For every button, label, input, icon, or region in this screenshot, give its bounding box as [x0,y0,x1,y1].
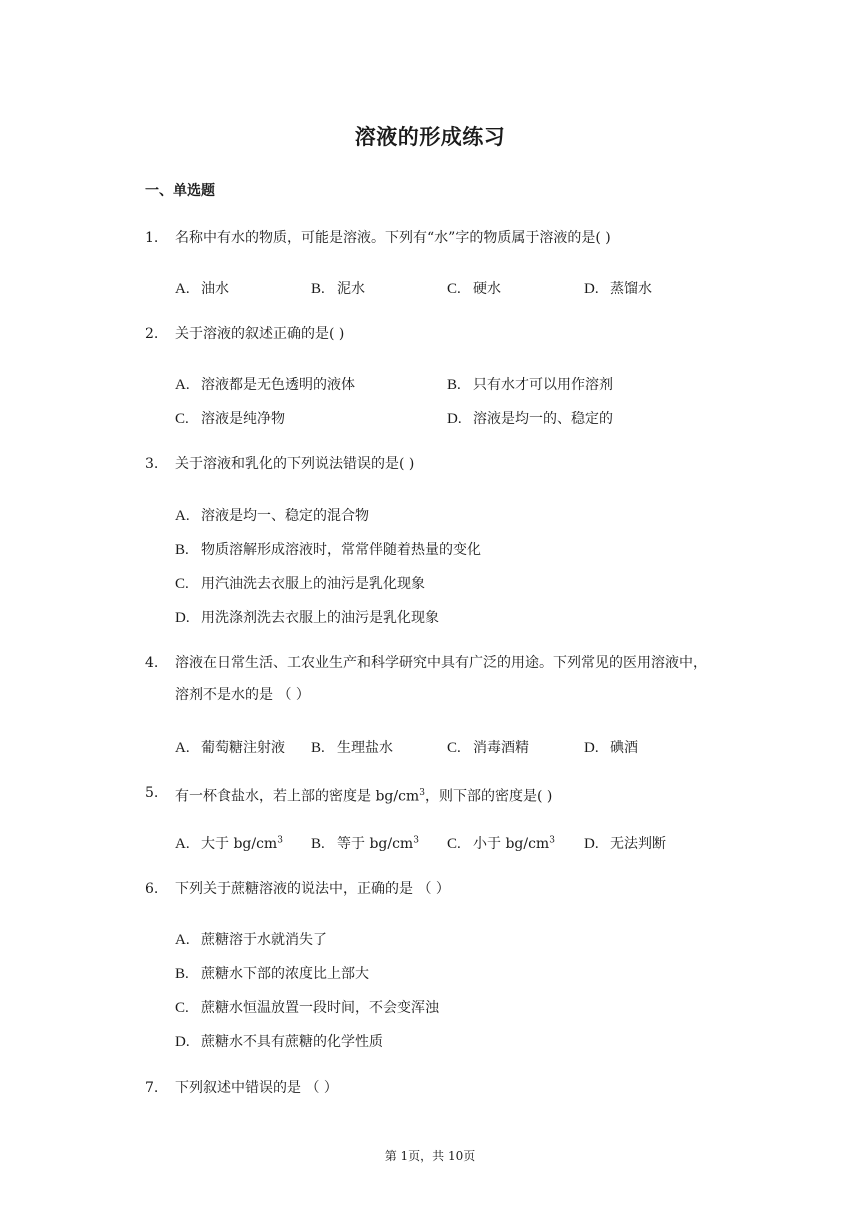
option-label: D. [584,740,599,756]
option-text: 碘酒 [610,740,638,756]
option-label: D. [584,281,599,297]
option-text: 无法判断 [610,836,666,852]
option-label: D. [175,1034,190,1050]
option-c [447,737,529,757]
option-text: 蔗糖水恒温放置一段时间，不会变浑浊 [201,1000,439,1016]
option-label: A. [175,281,190,297]
question-text-part: 有一杯食盐水，若上部的密度是 bg/cm [175,788,420,805]
option-label: B. [447,377,461,393]
option-text: 消毒酒精 [473,740,529,756]
option-c [175,997,439,1017]
option-d [584,833,666,853]
option-b [175,539,481,559]
option-text: 生理盐水 [337,740,393,756]
document-title: 溶液的形成练习 [354,124,506,149]
option-text: 溶液是纯净物 [201,411,285,427]
option-d [584,278,652,298]
option-c [175,573,425,593]
option-a [175,374,355,394]
option-text: 物质溶解形成溶液时，常常伴随着热量的变化 [201,542,481,558]
option-text: 大于 bg/cm [201,836,278,852]
option-text: 葡萄糖注射液 [201,740,285,756]
option-a [175,929,327,949]
option-label: A. [175,377,190,393]
option-text: 蔗糖溶于水就消失了 [201,932,327,948]
option-label: A. [175,508,190,524]
question-text-part: ，则下部的密度是( ) [424,788,553,805]
option-label: D. [447,411,462,427]
option-label: B. [175,966,189,982]
question-number: 7. [145,1080,159,1096]
option-b [311,278,365,298]
option-text: 小于 bg/cm [473,836,550,852]
option-b [175,963,369,983]
option-text: 等于 bg/cm [337,836,414,852]
option-text: 用汽油洗去衣服上的油污是乳化现象 [201,576,425,592]
option-a [175,505,369,525]
option-a [175,737,285,757]
option-a [175,278,229,298]
option-label: D. [175,610,190,626]
option-text: 用洗涤剂洗去衣服上的油污是乳化现象 [201,610,439,626]
option-label: A. [175,836,190,852]
question-number: 6. [145,881,159,897]
option-label: C. [175,411,189,427]
option-text: 油水 [201,281,229,297]
option-a [175,833,283,853]
option-label: C. [175,576,189,592]
option-text: 蒸馏水 [610,281,652,297]
question-number: 1. [145,230,159,246]
question-text: 下列叙述中错误的是 （ ） [175,1080,338,1096]
superscript: 3 [277,835,283,846]
option-b [311,737,393,757]
superscript: 3 [419,788,425,798]
question-text [175,777,720,813]
option-label: A. [175,932,190,948]
option-text: 溶液都是无色透明的液体 [201,377,355,393]
question-text: 关于溶液和乳化的下列说法错误的是( ) [175,456,415,472]
section-heading: 一、单选题 [145,183,215,199]
question-number: 4. [145,655,159,671]
option-d [447,408,613,428]
option-text: 蔗糖水不具有蔗糖的化学性质 [201,1034,383,1050]
option-text: 泥水 [337,281,365,297]
option-d [175,1031,383,1051]
option-b [447,374,613,394]
option-text: 蔗糖水下部的浓度比上部大 [201,966,369,982]
option-label: C. [175,1000,189,1016]
question-text: 下列关于蔗糖溶液的说法中，正确的是 （ ） [175,881,450,897]
superscript: 3 [413,835,419,846]
question-text: 溶液在日常生活、工农业生产和科学研究中具有广泛的用途。下列常见的医用溶液中，溶剂不是水的是 （ ） [175,655,707,703]
option-c [447,833,555,853]
question-text: 关于溶液的叙述正确的是( ) [175,326,345,342]
page-footer: 第 1页，共 10页 [384,1149,476,1163]
option-label: B. [311,740,325,756]
option-label: D. [584,836,599,852]
option-label: B. [311,836,325,852]
question-number: 3. [145,456,159,472]
option-c [175,408,285,428]
question-number: 5. [145,785,159,801]
superscript: 3 [549,835,555,846]
option-label: C. [447,281,461,297]
option-label: B. [175,542,189,558]
option-label: B. [311,281,325,297]
option-b [311,833,419,853]
option-text: 溶液是均一的、稳定的 [473,411,613,427]
option-d [175,607,439,627]
option-label: C. [447,836,461,852]
option-label: C. [447,740,461,756]
option-text: 硬水 [473,281,501,297]
question-text: 名称中有水的物质，可能是溶液。下列有“水”字的物质属于溶液的是( ) [175,230,611,246]
option-text: 溶液是均一、稳定的混合物 [201,508,369,524]
option-text: 只有水才可以用作溶剂 [473,377,613,393]
question-number: 2. [145,326,159,342]
option-d [584,737,638,757]
option-label: A. [175,740,190,756]
option-c [447,278,501,298]
